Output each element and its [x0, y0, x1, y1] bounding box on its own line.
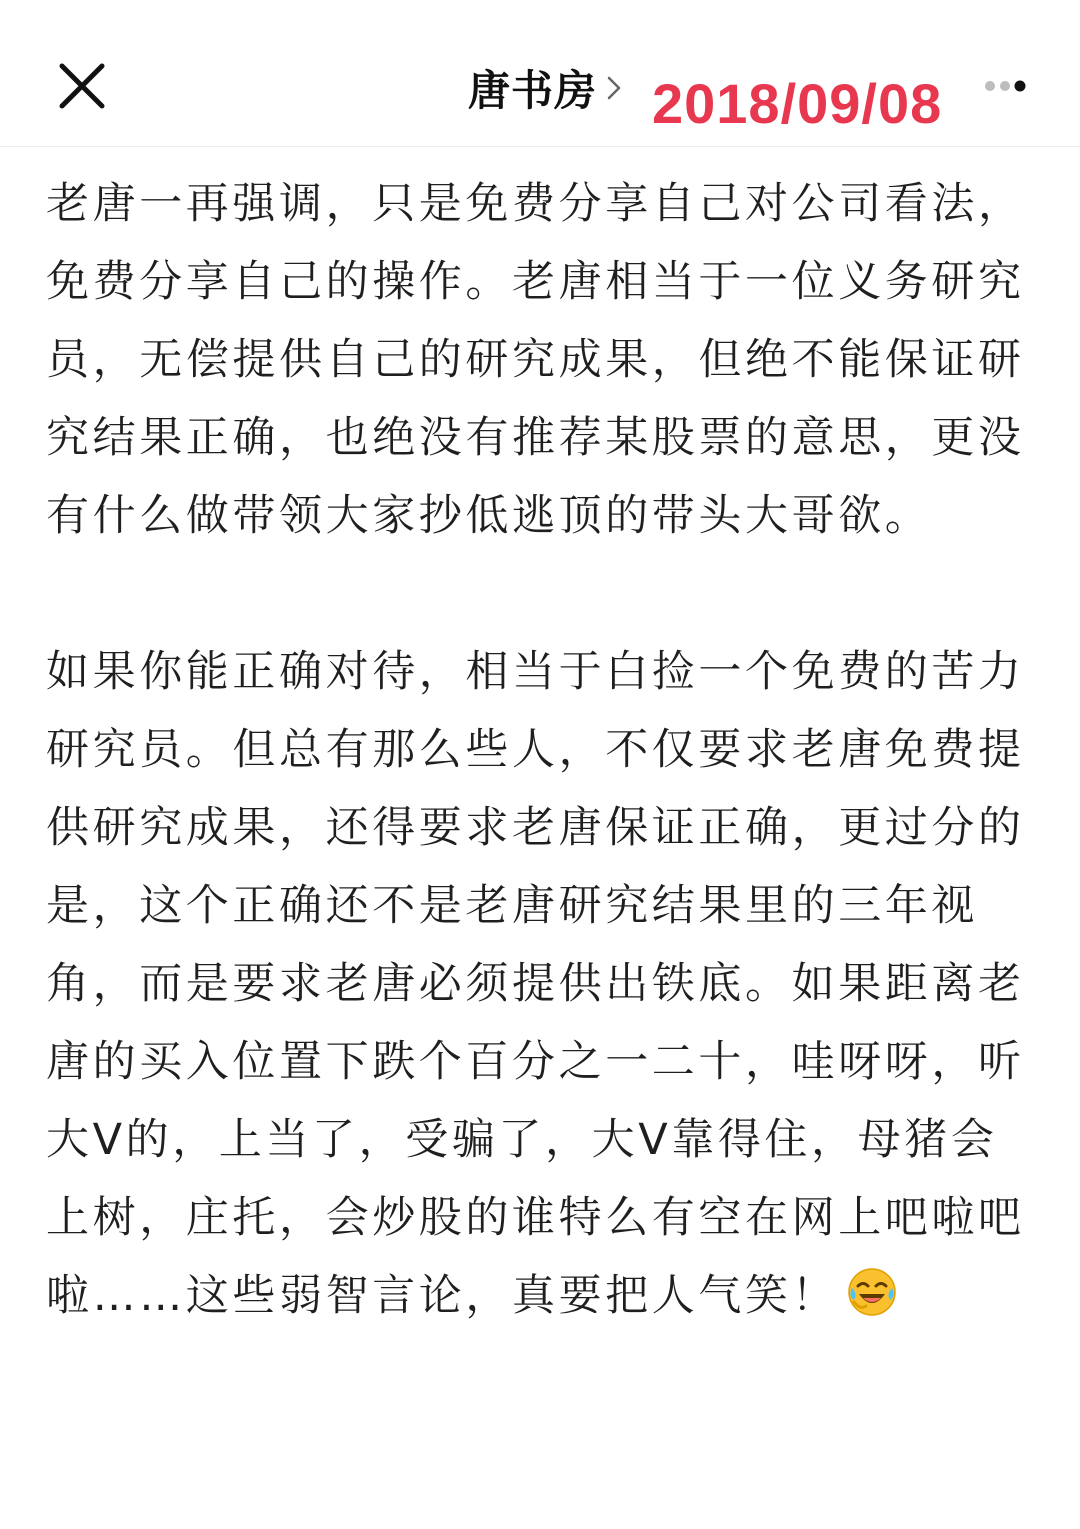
account-title: 唐书房 — [468, 66, 598, 115]
account-title-link[interactable] — [468, 58, 621, 118]
close-icon — [52, 56, 112, 116]
paragraph-1: 老唐一再强调，只是免费分享自己对公司看法，免费分享自己的操作。老唐相当于一位义务研究员，无偿提供自己的研究成果，但绝不能保证研究结果正确，也绝没有推荐某股票的意思，更没有什么做带领大家抄低逃顶的带头大哥欲。 — [46, 179, 1025, 541]
paragraph-2 — [46, 633, 1036, 1335]
more-dots-icon — [982, 74, 1038, 98]
article-body — [46, 165, 1036, 1335]
more-button[interactable] — [982, 74, 1038, 98]
laughing-tears-emoji-icon — [846, 1266, 898, 1318]
date-stamp: 2018/09/08 — [652, 72, 943, 135]
close-button[interactable] — [52, 56, 112, 116]
top-bar — [0, 0, 1080, 147]
chevron-right-icon — [607, 75, 621, 101]
paragraph-2-text: 如果你能正确对待，相当于白捡一个免费的苦力研究员。但总有那么些人，不仅要求老唐免费提供研究成果，还得要求老唐保证正确，更过分的是，这个正确还不是老唐研究结果里的三年视角，而是要求老唐必须提供出铁底。如果距离老唐的买入位置下跌个百分之一二十，哇呀呀，听大V的，上当了，受骗了，大V靠得住，母猪会上树，庄托，会炒股的谁特么有空在网上吧啦吧啦……这些弱智言论，真要把人气笑！ — [46, 647, 1025, 1321]
